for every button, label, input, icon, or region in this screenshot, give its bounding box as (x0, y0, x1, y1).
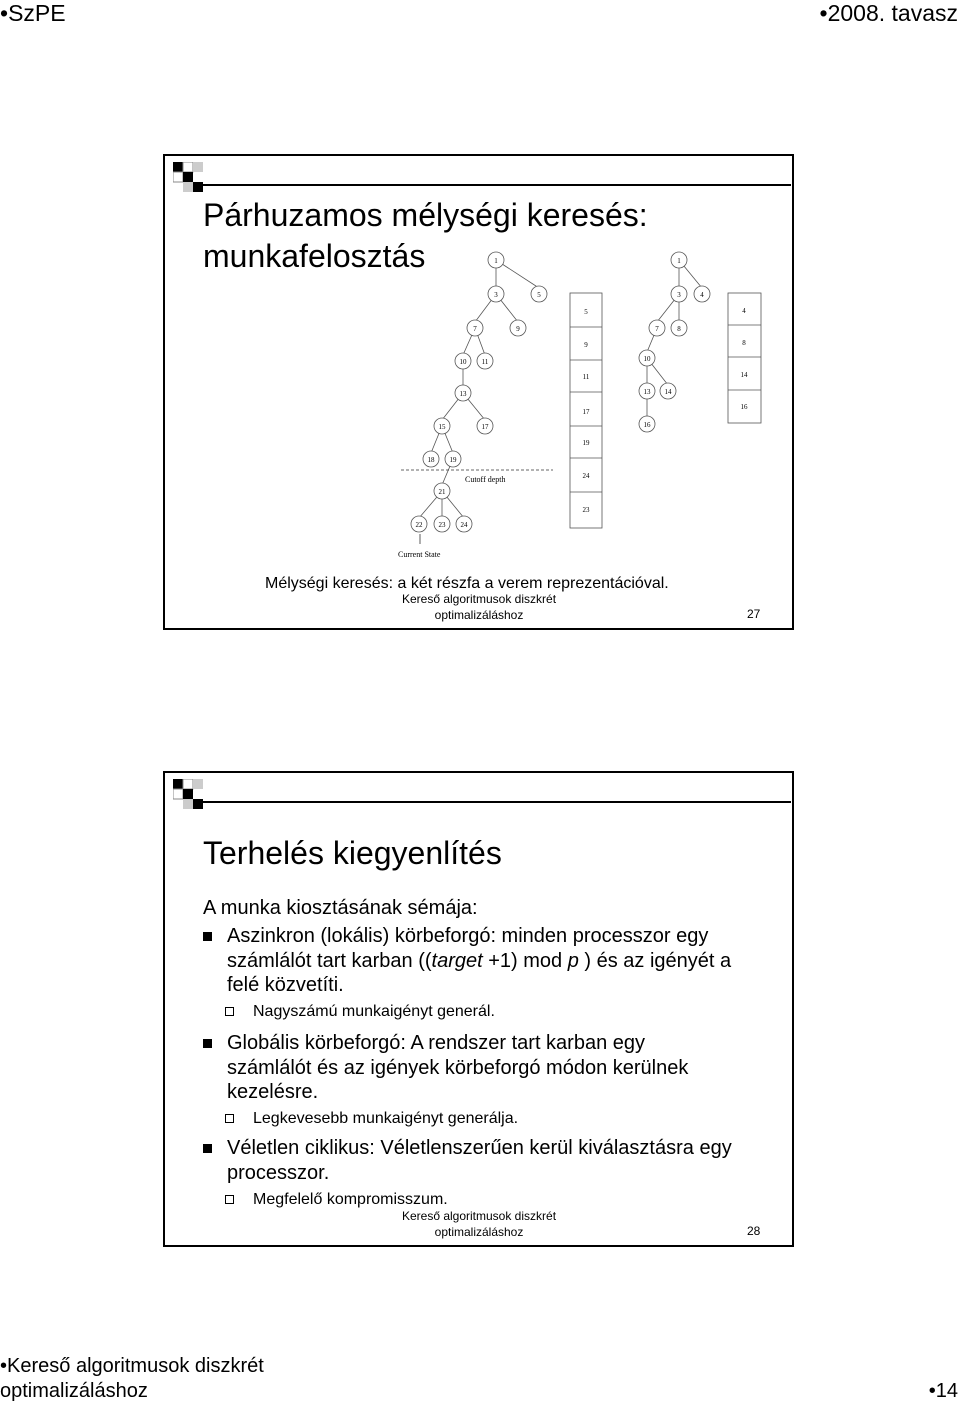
scheme-intro: A munka kiosztásának sémája: (203, 897, 478, 919)
left-node-22: 22 (415, 521, 423, 529)
left-node-5: 5 (537, 291, 541, 299)
bullet-global-round-robin: Globális körbeforgó: A rendszer tart karban egy számlálót és az igények körbeforgó módon kerülnek kezelésre. (203, 1031, 783, 1105)
slide-page-number: 28 (747, 1224, 761, 1238)
hollow-square-bullet-icon (225, 1007, 234, 1016)
left-stack-item: 17 (582, 408, 590, 416)
right-node-3: 3 (677, 291, 681, 299)
current-state-label: Current State (398, 550, 441, 559)
bullet-async-round-robin: Aszinkron (lokális) körbeforgó: minden processzor egy számlálót tart karban ((target +1) mod p ) és az igényét a felé közvetíti. (203, 924, 783, 998)
header-right: •2008. tavasz (819, 0, 958, 26)
right-node-1: 1 (677, 257, 681, 265)
left-node-19: 19 (449, 456, 457, 464)
dfs-figure (165, 156, 796, 632)
left-node-23: 23 (438, 521, 446, 529)
left-node-9: 9 (516, 325, 520, 333)
slide-footer-line2: optimalizáláshoz (434, 608, 524, 622)
square-bullet-icon (203, 932, 212, 941)
right-node-4: 4 (700, 291, 704, 299)
left-node-17: 17 (481, 423, 489, 431)
square-bullet-icon (203, 1039, 212, 1048)
slide-title-line1: Párhuzamos mélységi keresés: (203, 197, 648, 233)
right-stack-item: 16 (740, 403, 748, 411)
slide-28 (163, 771, 794, 1247)
right-node-13: 13 (643, 388, 651, 396)
right-stack-item: 8 (742, 339, 746, 347)
left-node-15: 15 (438, 423, 446, 431)
slide-footer-line1: Kereső algoritmusok diszkrét (401, 1209, 557, 1223)
left-stack-item: 5 (584, 308, 588, 316)
left-node-11: 11 (481, 358, 489, 366)
slide-title-line2: munkafelosztás (203, 238, 426, 274)
page-footer-line2: optimalizáláshoz (0, 1380, 148, 1402)
square-bullet-icon (203, 1144, 212, 1153)
right-node-16: 16 (643, 421, 651, 429)
sub-bullet-async: Nagyszámú munkaigényt generál. (225, 1002, 495, 1022)
left-stack-item: 24 (582, 472, 590, 480)
left-node-10: 10 (459, 358, 467, 366)
left-stack-item: 9 (584, 341, 588, 349)
hollow-square-bullet-icon (225, 1195, 234, 1204)
left-node-24: 24 (460, 521, 468, 529)
header-left: •SzPE (0, 0, 66, 26)
left-node-21: 21 (438, 488, 446, 496)
slide-logo-icon (173, 779, 215, 815)
left-node-7: 7 (473, 325, 477, 333)
hollow-square-bullet-icon (225, 1114, 234, 1123)
left-node-3: 3 (494, 291, 498, 299)
sub-bullet-global: Legkevesebb munkaigényt generálja. (225, 1109, 518, 1129)
left-node-18: 18 (427, 456, 435, 464)
right-node-7: 7 (655, 325, 659, 333)
left-stack-item: 23 (582, 506, 590, 514)
slide-footer-line1: Kereső algoritmusok diszkrét (401, 592, 557, 606)
slide-page-number: 27 (747, 607, 761, 621)
slide-footer-line2: optimalizáláshoz (434, 1225, 524, 1239)
right-node-14: 14 (664, 388, 672, 396)
slide-27 (163, 154, 794, 630)
left-stack-item: 19 (582, 439, 590, 447)
left-node-13: 13 (459, 390, 467, 398)
right-stack-item: 4 (742, 307, 746, 315)
title-rule (201, 801, 791, 803)
right-node-10: 10 (643, 355, 651, 363)
left-stack-item: 11 (582, 373, 590, 381)
figure-caption: Mélységi keresés: a két részfa a verem reprezentációval. (265, 575, 669, 592)
right-node-8: 8 (677, 325, 681, 333)
slide-title: Terhelés kiegyenlítés (203, 835, 502, 871)
right-stack-item: 14 (740, 371, 748, 379)
cutoff-label: Cutoff depth (465, 475, 506, 484)
bullet-random-polling: Véletlen ciklikus: Véletlenszerűen kerül kiválasztásra egy processzor. (203, 1136, 783, 1185)
page-footer-line1: •Kereső algoritmusok diszkrét (0, 1355, 264, 1377)
sub-bullet-random: Megfelelő kompromisszum. (225, 1190, 448, 1210)
left-node-1: 1 (494, 257, 498, 265)
page-footer-number: •14 (928, 1380, 958, 1402)
